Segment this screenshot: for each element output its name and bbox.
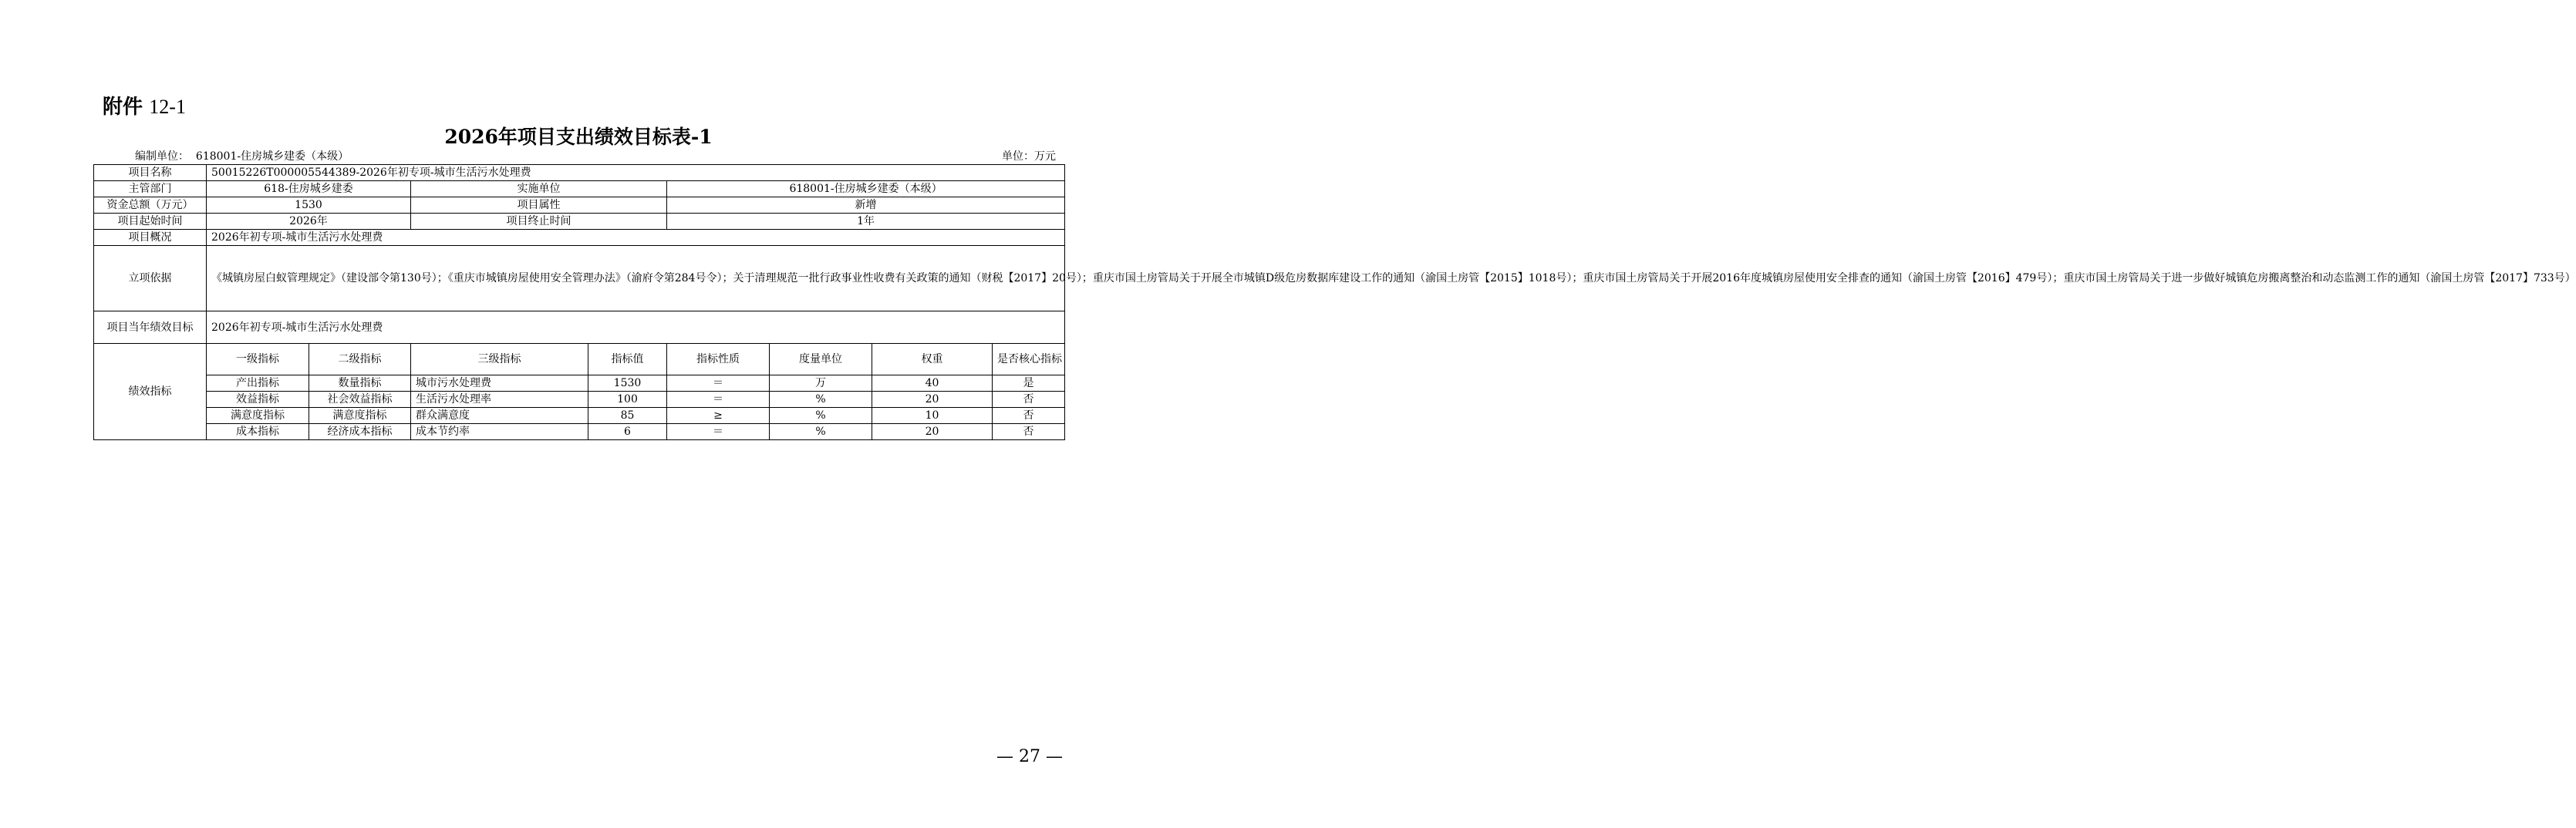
currency-unit: 单位：万元	[1002, 150, 1056, 163]
row-value: 100	[588, 392, 667, 408]
attachment-number: 12-1	[149, 96, 186, 118]
project-attribute-value: 新增	[667, 197, 1065, 214]
header-weight: 权重	[872, 344, 993, 375]
indicator-header-row	[94, 344, 1065, 375]
row-nature: ＝	[667, 392, 770, 408]
row-unit: %	[770, 392, 872, 408]
row-level2: 社会效益指标	[309, 392, 411, 408]
funds-label: 资金总额（万元）	[94, 197, 207, 214]
row-weight: 20	[872, 424, 993, 440]
header-level3: 三级指标	[411, 344, 588, 375]
compiling-unit-label: 编制单位：	[135, 150, 189, 163]
header-value: 指标值	[588, 344, 667, 375]
project-name-label: 项目名称	[94, 165, 207, 181]
compiling-unit-value: 618001-住房城乡建委（本级）	[195, 150, 349, 163]
overview-label: 项目概况	[94, 230, 207, 246]
performance-table	[93, 164, 2576, 440]
table-row	[94, 392, 1065, 408]
row-value: 85	[588, 408, 667, 424]
header-core: 是否核心指标	[993, 344, 1065, 375]
row-level3: 生活污水处理率	[411, 392, 588, 408]
compiling-unit	[135, 148, 349, 163]
row-core: 是	[993, 375, 1065, 392]
page-number: — 27 —	[996, 747, 1063, 766]
goal-row	[94, 311, 1065, 344]
row-nature: ＝	[667, 424, 770, 440]
table-row	[94, 424, 1065, 440]
row-value: 1530	[588, 375, 667, 392]
row-weight: 20	[872, 392, 993, 408]
basis-row	[94, 246, 1065, 311]
implementing-unit-value: 618001-住房城乡建委（本级）	[667, 181, 1065, 197]
row-weight: 40	[872, 375, 993, 392]
end-time-value: 1年	[667, 214, 1065, 230]
implementing-unit-label: 实施单位	[411, 181, 667, 197]
project-attribute-label: 项目属性	[411, 197, 667, 214]
funds-value: 1530	[207, 197, 411, 214]
row-core: 否	[993, 392, 1065, 408]
row-unit: %	[770, 408, 872, 424]
row-level3: 群众满意度	[411, 408, 588, 424]
end-time-label: 项目终止时间	[411, 214, 667, 230]
row-level1: 效益指标	[207, 392, 309, 408]
goal-label: 项目当年绩效目标	[94, 311, 207, 344]
basis-label: 立项依据	[94, 246, 207, 311]
row-level3: 成本节约率	[411, 424, 588, 440]
project-name-value: 50015226T000005544389-2026年初专项-城市生活污水处理费	[207, 165, 1065, 181]
row-level2: 经济成本指标	[309, 424, 411, 440]
start-time-label: 项目起始时间	[94, 214, 207, 230]
start-time-value: 2026年	[207, 214, 411, 230]
attachment-label	[103, 91, 186, 119]
row-weight: 10	[872, 408, 993, 424]
page-title: 2026年项目支出绩效目标表-1	[444, 126, 713, 148]
department-row	[94, 181, 1065, 197]
period-row	[94, 214, 1065, 230]
table-row	[94, 408, 1065, 424]
funds-row	[94, 197, 1065, 214]
row-nature: ≥	[667, 408, 770, 424]
goal-value: 2026年初专项-城市生活污水处理费	[207, 311, 1065, 344]
row-nature: ＝	[667, 375, 770, 392]
table-row	[94, 375, 1065, 392]
row-core: 否	[993, 408, 1065, 424]
row-level1: 成本指标	[207, 424, 309, 440]
department-value: 618-住房城乡建委	[207, 181, 411, 197]
row-level1: 产出指标	[207, 375, 309, 392]
overview-value: 2026年初专项-城市生活污水处理费	[207, 230, 1065, 246]
row-level2: 数量指标	[309, 375, 411, 392]
row-level2: 满意度指标	[309, 408, 411, 424]
attachment-prefix: 附件	[103, 96, 143, 119]
header-level1: 一级指标	[207, 344, 309, 375]
overview-row	[94, 230, 1065, 246]
row-unit: %	[770, 424, 872, 440]
performance-indicators-label: 绩效指标	[94, 344, 207, 440]
department-label: 主管部门	[94, 181, 207, 197]
header-unit: 度量单位	[770, 344, 872, 375]
row-level3: 城市污水处理费	[411, 375, 588, 392]
project-name-row	[94, 165, 1065, 181]
basis-value: 《城镇房屋白蚁管理规定》（建设部令第130号）；《重庆市城镇房屋使用安全管理办法》（渝府令第284号令）；关于清理规范一批行政事业性收费有关政策的通知（财税【2017】20号）；重庆市国土房管局关于开展全市城镇D级危房数据库建设工作的通知（渝国土房管【2015】1018号）；重庆市国土房管局关于开展2016年度城镇房屋使用安全排查的通知（渝国土房管【2016】479号）；重庆市国土房管局关于进一步做好城镇危房搬离整治和动态监测工作的通知（渝国土房管【2017】733号）	[207, 246, 1065, 311]
header-nature: 指标性质	[667, 344, 770, 375]
row-value: 6	[588, 424, 667, 440]
row-level1: 满意度指标	[207, 408, 309, 424]
header-level2: 二级指标	[309, 344, 411, 375]
row-unit: 万	[770, 375, 872, 392]
row-core: 否	[993, 424, 1065, 440]
